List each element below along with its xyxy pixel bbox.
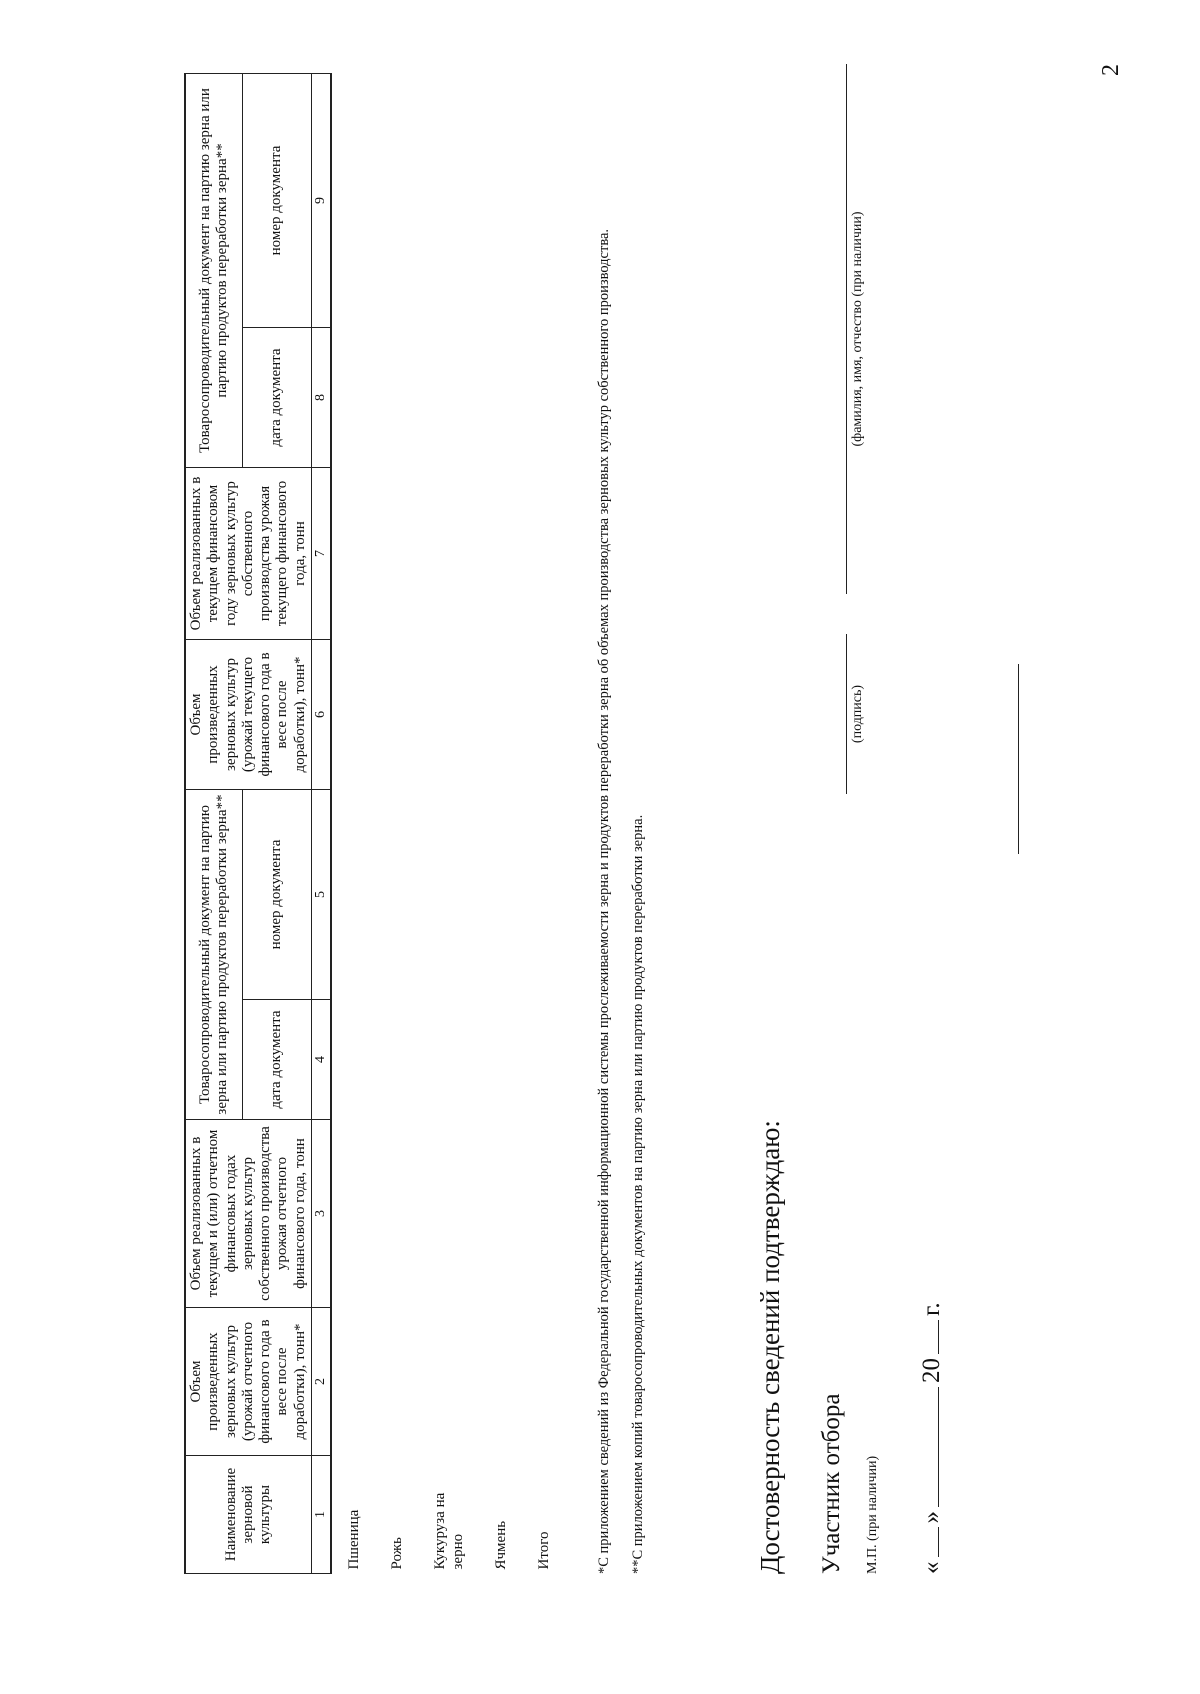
column-number: 9	[311, 73, 331, 327]
date-field	[918, 1302, 946, 1574]
column-number: 1	[311, 1456, 331, 1574]
date-close-quote: »	[918, 1511, 945, 1524]
signature-caption: (подпись)	[850, 684, 865, 744]
table-row-label: Итого	[536, 1531, 553, 1570]
participant-label: Участник отбора	[818, 1393, 845, 1574]
column-number: 7	[311, 467, 331, 639]
column-number: 5	[311, 789, 331, 999]
header-sold-prev: Объем реализованных в текущем и (или) отчетном финансовых годах зерновых культур собственного производства урожая отчетного финансового года, тонн	[185, 1120, 311, 1308]
name-line[interactable]	[846, 64, 847, 594]
year-blank[interactable]	[918, 1320, 939, 1354]
signature-line[interactable]	[846, 634, 847, 794]
stamp-label: М.П. (при наличии)	[865, 1455, 880, 1574]
footnote-2: **С приложением копий товаросопроводительных документов на партию зерна или партию продуктов переработки зерна.	[630, 814, 646, 1574]
header-doc-number-1: номер документа	[242, 789, 311, 999]
header-doc-date-1: дата документа	[242, 1000, 311, 1120]
date-open-quote: «	[918, 1561, 945, 1574]
header-doc-group-1: Товаросопроводительный документ на партию зерна или партию продуктов переработки зерна**	[185, 789, 242, 1119]
header-sold-current: Объем реализованных в текущем финансовом году зерновых культур собственного производства урожая текущего финансового года, тонн	[185, 467, 311, 639]
table-row-label: Ячмень	[492, 1520, 509, 1570]
header-doc-date-2: дата документа	[242, 327, 311, 467]
header-crop-name: Наименование зерновой культуры	[185, 1456, 311, 1574]
year-suffix: г.	[918, 1302, 945, 1316]
header-doc-group-2: Товаросопроводительный документ на партию зерна или партию продуктов переработки зерна**	[185, 73, 242, 467]
header-doc-number-2: номер документа	[242, 73, 311, 327]
header-produced-prev: Объем произведенных зерновых культур (урожай отчетного финансового года в весе после доработки), тонн*	[185, 1308, 311, 1456]
footnote-1: *С приложением сведений из Федеральной государственной информационной системы прослеживаемости зерна и продуктов переработки зерна об объемах производства зерновых культур собственного производства.	[596, 228, 612, 1574]
day-blank[interactable]	[918, 1528, 939, 1558]
extra-line	[1018, 664, 1019, 854]
column-number: 3	[311, 1120, 331, 1308]
year-prefix: 20	[918, 1358, 945, 1383]
grain-volume-table	[184, 73, 565, 1574]
column-number: 4	[311, 1000, 331, 1120]
page-number: 2	[1098, 64, 1124, 76]
table-row-label: Кукуруза на зерно	[432, 1492, 466, 1570]
table-row-label: Пшеница	[345, 1509, 362, 1570]
month-blank[interactable]	[918, 1387, 939, 1507]
column-number: 2	[311, 1308, 331, 1456]
name-caption: (фамилия, имя, отчество (при наличии)	[850, 211, 865, 447]
column-number: 8	[311, 327, 331, 467]
column-number: 6	[311, 639, 331, 789]
header-produced-current: Объем произведенных зерновых культур (урожай текущего финансового года в весе после доработки), тонн*	[185, 639, 311, 789]
table-row-label: Рожь	[389, 1537, 406, 1570]
confirmation-title: Достоверность сведений подтверждаю:	[755, 1120, 785, 1574]
